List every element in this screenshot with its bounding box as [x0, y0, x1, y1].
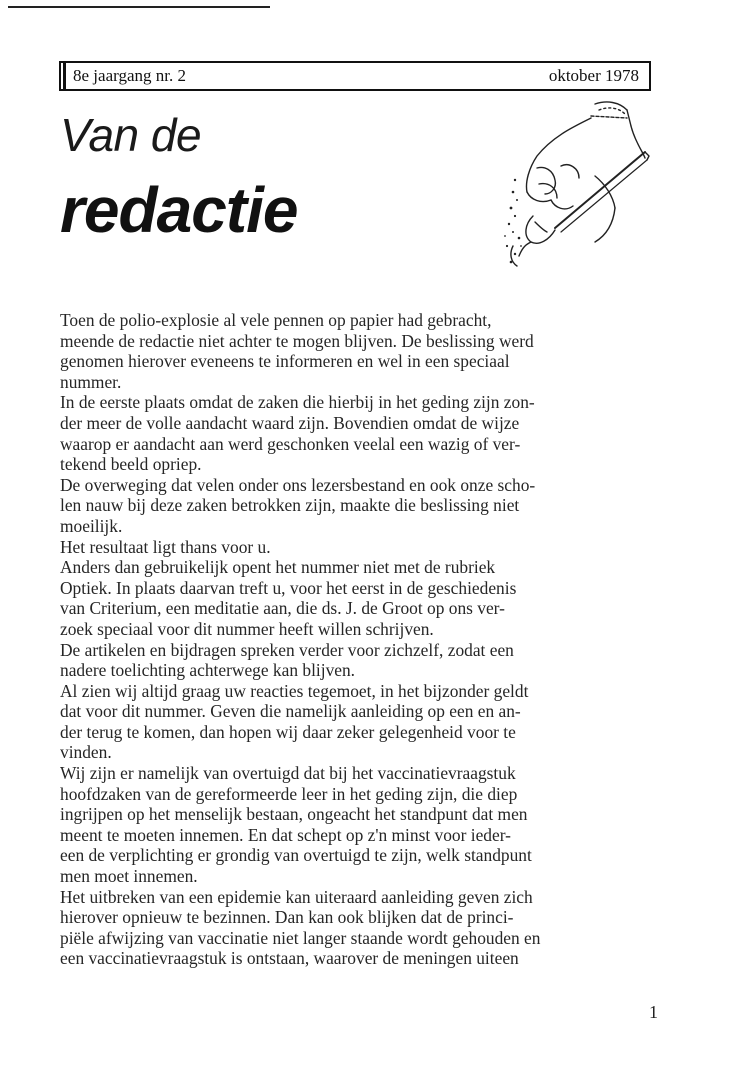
title-line-1: Van de [60, 109, 202, 161]
text-line: len nauw bij deze zaken betrokken zijn, maakte die beslissing niet [60, 495, 520, 516]
text-line: een vaccinatievraagstuk is ontstaan, waarover de meningen uiteen [60, 948, 519, 969]
text-line: dat voor dit nummer. Geven die namelijk aanleiding op een en an- [60, 701, 521, 722]
editorial-body [60, 310, 672, 969]
text-line: De artikelen en bijdragen spreken verder voor zichzelf, zodat een [60, 639, 514, 660]
top-rule [8, 6, 270, 8]
text-line: van Criterium, een meditatie aan, die ds. J. de Groot op ons ver- [60, 598, 505, 619]
text-line: Anders dan gebruikelijk opent het nummer niet met de rubriek [60, 557, 496, 578]
text-line: men moet innemen. [60, 866, 198, 887]
text-line: piële afwijzing van vaccinatie niet langer staande wordt gehouden en [60, 927, 541, 948]
text-line: De overweging dat velen onder ons lezersbestand en ook onze scho- [60, 474, 536, 495]
text-line: hierover opnieuw te bezinnen. Dan kan ook blijken dat de princi- [60, 907, 514, 928]
text-line: meent te moeten innemen. En dat schept op z'n minst voor ieder- [60, 824, 511, 845]
text-line: nadere toelichting achterwege kan blijven. [60, 660, 356, 681]
text-line: tekend beeld opriep. [60, 454, 202, 475]
text-line: moeilijk. [60, 515, 123, 536]
text-line: vinden. [60, 742, 112, 763]
hand-writing-icon [495, 96, 655, 276]
issue-number: 8e jaargang nr. 2 [73, 66, 186, 85]
issue-header [59, 61, 651, 91]
text-line: waarop er aandacht aan werd geschonken veelal een wazig of ver- [60, 433, 521, 454]
text-line: zoek speciaal voor dit nummer heeft willen schrijven. [60, 618, 434, 639]
text-line: hoofdzaken van de gereformeerde leer in het geding zijn, die diep [60, 783, 518, 804]
text-line: meende de redactie niet achter te mogen blijven. De beslissing werd [60, 330, 534, 351]
text-line: Optiek. In plaats daarvan treft u, voor het eerst in de geschiedenis [60, 577, 517, 598]
page-number: 1 [649, 1002, 658, 1022]
text-line: genomen hierover eveneens te informeren en wel in een speciaal [60, 351, 510, 372]
text-line: der meer de volle aandacht waard zijn. Bovendien omdat de wijze [60, 412, 520, 433]
text-line: In de eerste plaats omdat de zaken die hierbij in het geding zijn zon- [60, 392, 535, 413]
text-line: der terug te komen, dan hopen wij daar zeker gelegenheid voor te [60, 721, 516, 742]
text-line: Toen de polio-explosie al vele pennen op papier had gebracht, [60, 310, 492, 330]
title-line-2: redactie [60, 174, 298, 246]
text-line: Al zien wij altijd graag uw reacties tegemoet, in het bijzonder geldt [60, 680, 529, 701]
text-line: Het uitbreken van een epidemie kan uiteraard aanleiding geven zich [60, 886, 533, 907]
text-line: Wij zijn er namelijk van overtuigd dat bij het vaccinatievraagstuk [60, 763, 516, 784]
text-line: Het resultaat ligt thans voor u. [60, 536, 271, 557]
text-line: een de verplichting er grondig van overtuigd te zijn, welk standpunt [60, 845, 532, 866]
issue-date: oktober 1978 [548, 66, 639, 85]
text-line: nummer. [60, 371, 122, 392]
text-line: ingrijpen op het menselijk bestaan, ongeacht het standpunt dat men [60, 804, 528, 825]
